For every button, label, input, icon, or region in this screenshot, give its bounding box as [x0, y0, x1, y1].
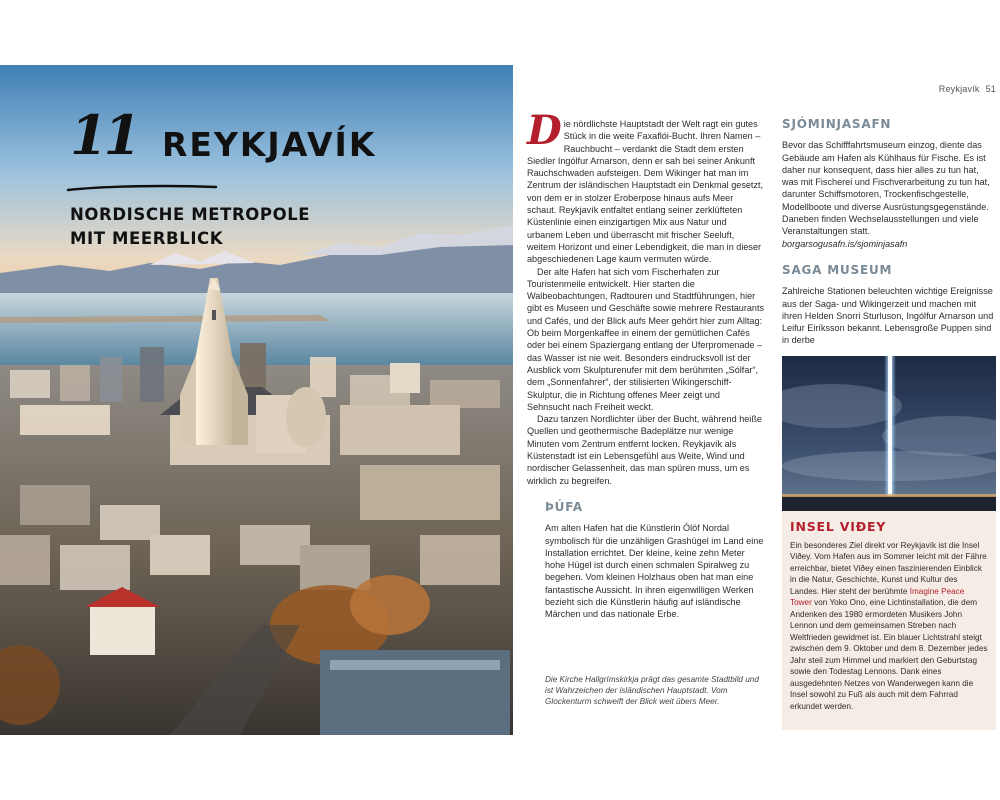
videy-text-start: Ein besonderes Ziel direkt vor Reykjavík ist die Insel Viðey. Vom Hafen aus im Sommer leicht mit der Fähre erreichbar, bietet Viðey einen faszinierenden Einblick in die Natur, Geschichte, Kunst und Kultur des Landes. Hier steht der berühmte: [790, 540, 987, 596]
running-title: Reykjavík: [938, 84, 980, 94]
videy-text-end: von Yoko Ono, eine Lichtinstallation, die dem Andenken des 1980 ermordeten Musikers John Lennon und dem gemeinsamen Streben nach Weltfrieden gewidmet ist. Ein blauer Lichtstrahl steigt zwischen dem 9. Oktober und dem 8. Dezember jedes Jahr steil zum Himmel und markiert den Geburtstag sowie den Todestag Lennons. Dank eines ausgedehnten Netzes von Wanderwegen kann die Insel sowohl zu Fuß als auch mit dem Fahrrad erkundet werden.: [790, 598, 988, 711]
imagine-peace-tower-link[interactable]: Imagine Peace Tower: [790, 586, 965, 607]
sjominjasafn-url[interactable]: borgarsogusafn.is/sjominjasafn: [782, 238, 908, 249]
section-text-sjominjasafn: [782, 139, 996, 250]
peace-tower-illustration: [782, 356, 996, 511]
videy-text: [790, 540, 988, 713]
intro-section: [527, 107, 765, 487]
sjominjasafn-body: Bevor das Schifffahrtsmuseum einzog, diente das Gebäude am Hafen als Kühlhaus für Fische. Es ist daher nur konsequent, dass hier alles zu tun hat, was mit Fischerei und Fischverarbeitung zu tun hat, darunter Schiffsmotoren, Trockenfischgestelle, Modellboote und diverse Ausrüstungsgegenstände. Daneben finden Wechselausstellungen und viele Veranstaltungen statt.: [782, 140, 990, 237]
section-heading-saga: SAGA MUSEUM: [782, 262, 893, 277]
intro-paragraph-1: ie nördlichste Hauptstadt der Welt ragt ein gutes Stück in die weite Faxaflói-Bucht. Ihren Namen – Rauchbucht – verdankt die Stadt dem ersten Siedler Ingólfur Arnarson, denn er sah bei seiner Ankunft Rauchschwaden aufsteigen. Dem Wikinger hat man im Zentrum der isländischen Hauptstadt ein Denkmal gesetzt, von dem er in stolzer Eroberpose hinaus aufs Meer schaut. Reykjavík entfaltet entlang seiner zerklüfteten Küstenlinie einen einzigartigen Mix aus Natur und urbanem Leben und überrascht mit frischer Seeluft, weitem Horizont und einer Lebendigkeit, die man in dieser abgeschiedenen Lage kaum vermuten würde.: [527, 119, 764, 265]
videy-info-box: [782, 511, 996, 730]
article-column-left: [527, 107, 765, 621]
peace-tower-photo: [782, 356, 996, 511]
chapter-subtitle-line2: MIT MEERBLICK: [70, 229, 224, 248]
intro-paragraph-2: Der alte Hafen hat sich vom Fischerhafen zur Touristenmeile entwickelt. Hier starten die Walbeobachtungen, Radtouren und Stadtführungen, hier gibt es Museen und Geschäfte sowie mehrere Restaurants und Cafés, und der Blick aufs Meer gehört hier zum Alltag: Ob beim Morgenkaffee in einem der gemütlichen Cafés oder bei einem Spaziergang entlang der Uferpromenade – das Wasser ist nie weit. Besonders eindrucksvoll ist der Ausblick vom Skulpturenufer mit dem berühmten „Sólfar“, dem „Sonnenfahrer“, der stilisierten Wikingerschiff-Skulptur, die in Richtung offenes Meer zeigt und Sehnsucht nach Freiheit weckt.: [527, 266, 765, 412]
title-underline-swash: [66, 182, 218, 194]
photo-caption: Die Kirche Hallgrímskirkja prägt das gesamte Stadtbild und ist Wahrzeichen der isländischen Hauptstadt. Vom Glockenturm schweift der Blick weit übers Meer.: [545, 675, 759, 706]
videy-heading: INSEL VIÐEY: [790, 519, 887, 534]
chapter-number: 11: [70, 103, 138, 167]
drop-cap: D: [527, 107, 562, 154]
chapter-subtitle: [70, 203, 310, 251]
chapter-title: REYKJAVÍK: [162, 125, 377, 164]
article-column-right: [782, 118, 996, 347]
section-heading-sjominjasafn: SJÓMINJASAFN: [782, 117, 892, 131]
section-text-thufa: Am alten Hafen hat die Künstlerin Ólöf Nordal symbolisch für die unzähligen Grashügel im Land eine Installation errichtet. Der kleine, keine zehn Meter hohe Hügel ist durch einen schmalen Spiralweg zu begehen. Vom kleinen Holzhaus oben hat man eine fantastische Aussicht. In ihren eigenwilligen Werken bezieht sich die Künstlerin häufig auf isländische Märchen und das nationale Erbe.: [545, 523, 764, 620]
section-heading-thufa: ÞÚFA: [545, 499, 583, 514]
running-head: [939, 84, 996, 94]
page-number: 51: [985, 84, 996, 94]
chapter-subtitle-line1: NORDISCHE METROPOLE: [70, 205, 311, 224]
section-text-saga: Zahlreiche Stationen beleuchten wichtige Ereignisse aus der Saga- und Wikingerzeit und machen mit ihren Helden Snorri Sturluson, Ingólfur Arnarson und Leifur Eiríksson bekannt. Lebensgroße Puppen sind in derbe: [782, 286, 994, 346]
intro-paragraph-3: Dazu tanzen Nordlichter über der Bucht, während heiße Quellen und geothermische Badeplätze nur wenige Minuten vom Zentrum entfernt locken. Reykjavík als Küstenstadt ist ein Lebensgefühl aus Weite, Wind und nordischer Gelassenheit, das man spüren muss, um es wirklich zu begreifen.: [527, 414, 762, 486]
